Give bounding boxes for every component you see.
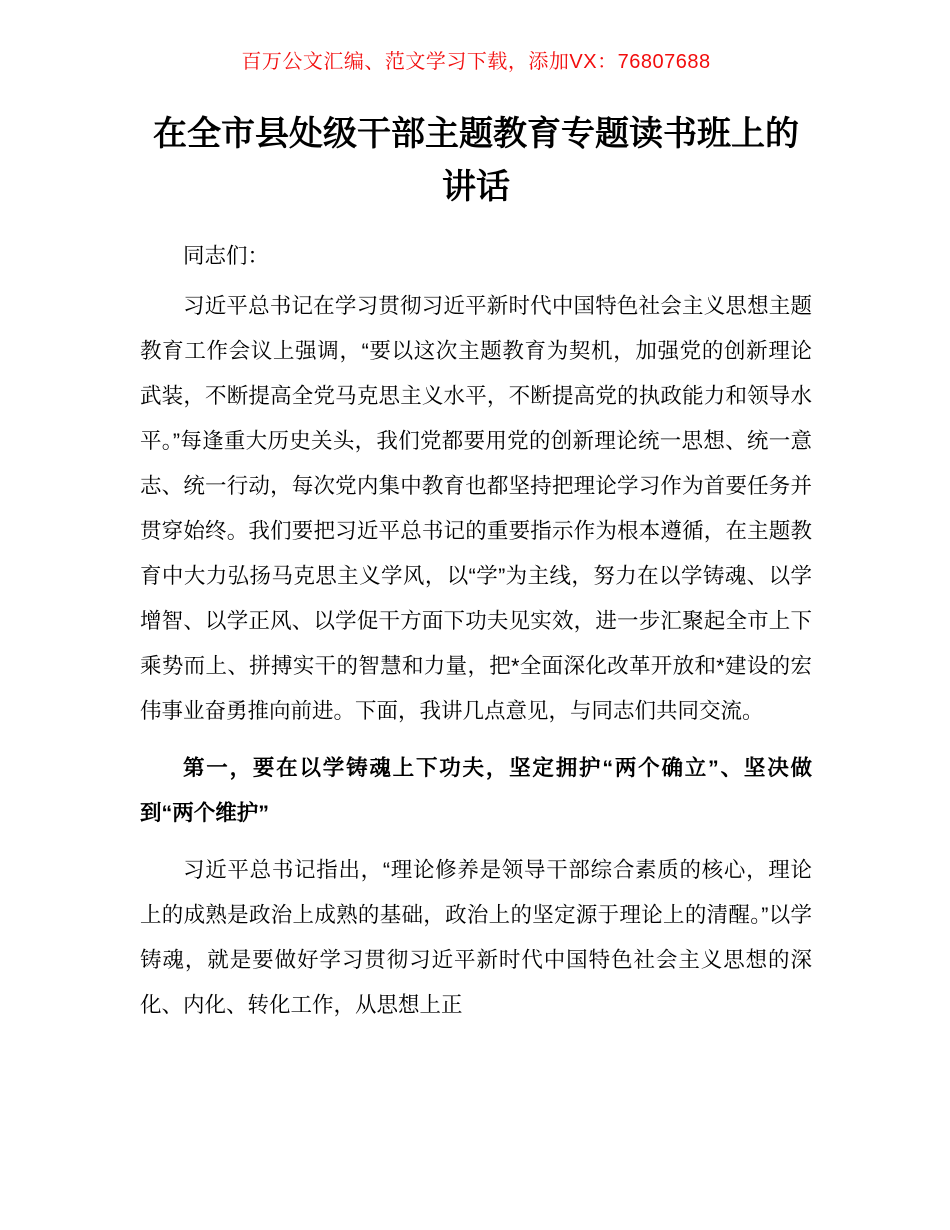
document-title: 在全市县处级干部主题教育专题读书班上的讲话 — [153, 115, 799, 206]
body-paragraph-1: 习近平总书记在学习贯彻习近平新时代中国特色社会主义思想主题教育工作会议上强调，“要以这次主题教育为契机，加强党的创新理论武装，不断提高全党马克思主义水平，不断提高党的执政能力和领导水平。”每逢重大历史关头，我们党都要用党的创新理论统一思想、统一意志、统一行动，每次党内集中教育也都坚持把理论学习作为首要任务并贯穿始终。我们要把习近平总书记的重要指示作为根本遵循，在主题教育中大力弘扬马克思主义学风，以“学”为主线，努力在以学铸魂、以学增智、以学正风、以学促干方面下功夫见实效，进一步汇聚起全市上下乘势而上、拼搏实干的智慧和力量，把*全面深化改革开放和*建设的宏伟事业奋勇推向前进。下面，我讲几点意见，与同志们共同交流。 — [140, 294, 812, 723]
salutation-paragraph: 同志们： — [183, 244, 270, 268]
promo-notice-text: 百万公文汇编、范文学习下载，添加VX：76807688 — [241, 51, 711, 73]
document-body — [140, 234, 812, 1028]
section-heading-first-point: 第一，要在以学铸魂上下功夫，坚定拥护“两个确立”、坚决做到“两个维护” — [140, 756, 812, 825]
body-paragraph-2: 习近平总书记指出，“理论修养是领导干部综合素质的核心，理论上的成熟是政治上成熟的基础，政治上的坚定源于理论上的清醒。”以学铸魂，就是要做好学习贯彻习近平新时代中国特色社会主义思想的深化、内化、转化工作，从思想上正 — [140, 858, 812, 1017]
